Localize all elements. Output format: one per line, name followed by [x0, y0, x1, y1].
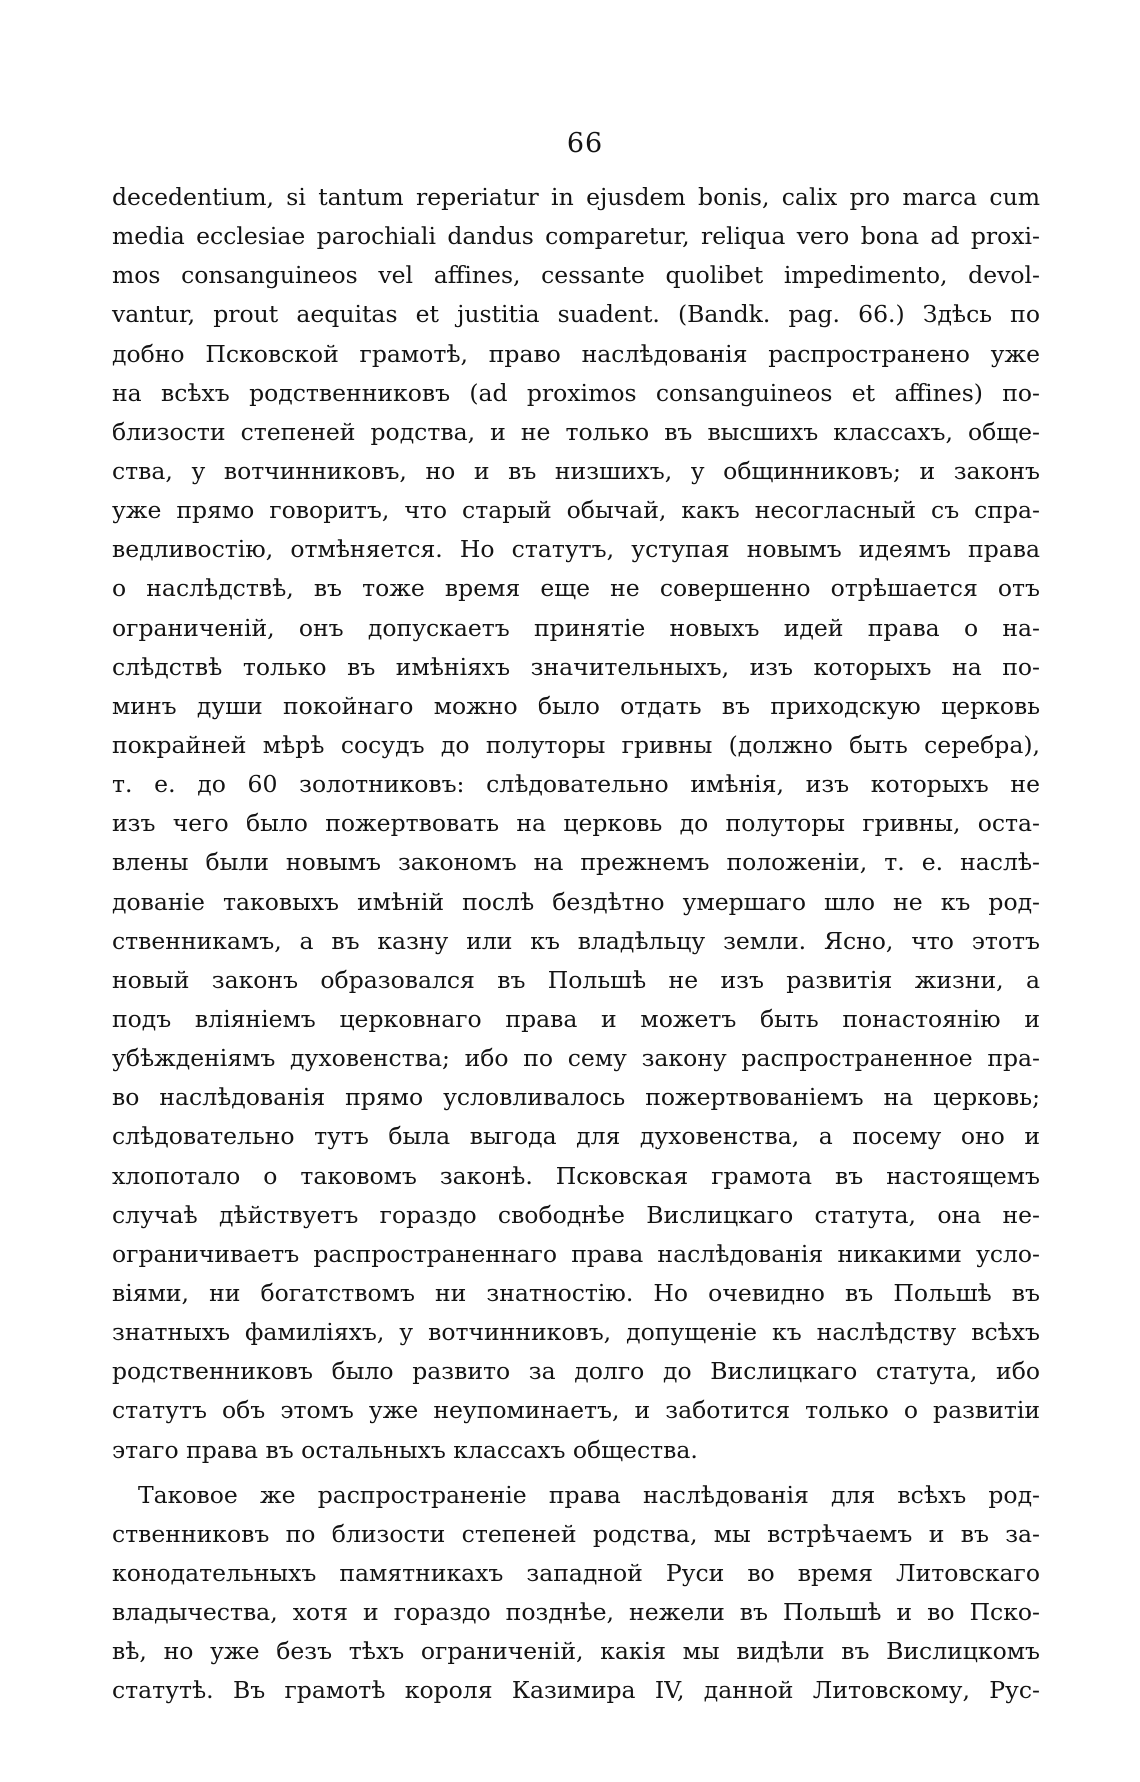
paragraph — [112, 178, 1040, 1470]
text-line: изъ чего было пожертвовать на церковь до полуторы гривны, оста- — [112, 809, 1040, 838]
text-line: статутѣ. Въ грамотѣ короля Казимира IV, данной Литовскому, Рус- — [112, 1676, 1040, 1705]
text-line: ства, у вотчинниковъ, но и въ низшихъ, у общинниковъ; и законъ — [112, 456, 1040, 485]
text-line: убѣжденіямъ духовенства; ибо по сему закону распространенное пра- — [112, 1044, 1040, 1073]
text-line: на всѣхъ родственниковъ (ad proximos consanguineos et affines) по- — [112, 378, 1040, 407]
text-line: media ecclesiae parochiali dandus comparetur, reliqua vero bona ad proxi- — [112, 222, 1040, 251]
text-line: слѣдствѣ только въ имѣніяхъ значительныхъ, изъ которыхъ на по- — [112, 652, 1040, 681]
text-line: уже прямо говоритъ, что старый обычай, какъ несогласный съ спра- — [112, 496, 1040, 525]
text-line: хлопотало о таковомъ законѣ. Псковская грамота въ настоящемъ — [112, 1161, 1040, 1190]
page-number: 66 — [566, 128, 604, 159]
text-line: vantur, prout aequitas et justitia suadent. (Bandk. pag. 66.) Здѣсь по — [112, 300, 1040, 329]
text-line: новый законъ образовался въ Польшѣ не изъ развитія жизни, а — [112, 965, 1040, 994]
text-line: этаго права въ остальныхъ классахъ общества. — [112, 1435, 698, 1464]
text-line: статутъ объ этомъ уже неупоминаетъ, и заботится только о развитіи — [112, 1396, 1040, 1425]
text-line: о наслѣдствѣ, въ тоже время еще не совершенно отрѣшается отъ — [112, 574, 1040, 603]
text-line: ограниченій, онъ допускаетъ принятіе новыхъ идей права о на- — [112, 613, 1040, 642]
text-line: во наслѣдованія прямо условливалось пожертвованіемъ на церковь; — [112, 1083, 1040, 1112]
text-line: ственниковъ по близости степеней родства, мы встрѣчаемъ и въ за- — [112, 1519, 1040, 1548]
text-line: т. е. до 60 золотниковъ: слѣдовательно имѣнія, изъ которыхъ не — [112, 770, 1040, 799]
text-line: Таковое же распространеніе права наслѣдованія для всѣхъ род- — [138, 1480, 1040, 1509]
text-line: влены были новымъ закономъ на прежнемъ положеніи, т. е. наслѣ- — [112, 848, 1040, 877]
text-line: ственникамъ, а въ казну или къ владѣльцу земли. Ясно, что этотъ — [112, 926, 1040, 955]
text-line: подъ вліяніемъ церковнаго права и можетъ быть понастоянію и — [112, 1004, 1040, 1033]
text-line: mos consanguineos vel affines, cessante quolibet impedimento, devol- — [112, 261, 1040, 290]
paragraph — [112, 1476, 1040, 1711]
text-line: покрайней мѣрѣ сосудъ до полуторы гривны (должно быть серебра), — [112, 730, 1040, 759]
text-line: вѣ, но уже безъ тѣхъ ограниченій, какія мы видѣли въ Вислицкомъ — [112, 1637, 1040, 1666]
body-text — [112, 178, 1040, 1710]
text-line: конодательныхъ памятникахъ западной Руси во время Литовскаго — [112, 1558, 1040, 1587]
text-line: слѣдовательно тутъ была выгода для духовенства, а посему оно и — [112, 1122, 1040, 1151]
text-line: знатныхъ фамиліяхъ, у вотчинниковъ, допущеніе къ наслѣдству всѣхъ — [112, 1318, 1040, 1347]
text-line: віями, ни богатствомъ ни знатностію. Но очевидно въ Польшѣ въ — [112, 1278, 1040, 1307]
text-line: ограничиваетъ распространеннаго права наслѣдованія никакими усло- — [112, 1239, 1040, 1268]
text-line: минъ души покойнаго можно было отдать въ приходскую церковь — [112, 691, 1040, 720]
text-line: близости степеней родства, и не только въ высшихъ классахъ, обще- — [112, 417, 1040, 446]
text-line: случаѣ дѣйствуетъ гораздо свободнѣе Вислицкаго статута, она не- — [112, 1200, 1040, 1229]
text-line: родственниковъ было развито за долго до Вислицкаго статута, ибо — [112, 1357, 1040, 1386]
text-line: дованіе таковыхъ имѣній послѣ бездѣтно умершаго шло не къ род- — [112, 887, 1040, 916]
text-line: владычества, хотя и гораздо позднѣе, нежели въ Польшѣ и во Пско- — [112, 1598, 1040, 1627]
text-line: ведливостію, отмѣняется. Но статутъ, уступая новымъ идеямъ права — [112, 535, 1040, 564]
text-line: decedentium, si tantum reperiatur in ejusdem bonis, calix pro marca cum — [112, 183, 1040, 211]
text-line: добно Псковской грамотѣ, право наслѣдованія распространено уже — [112, 339, 1040, 368]
